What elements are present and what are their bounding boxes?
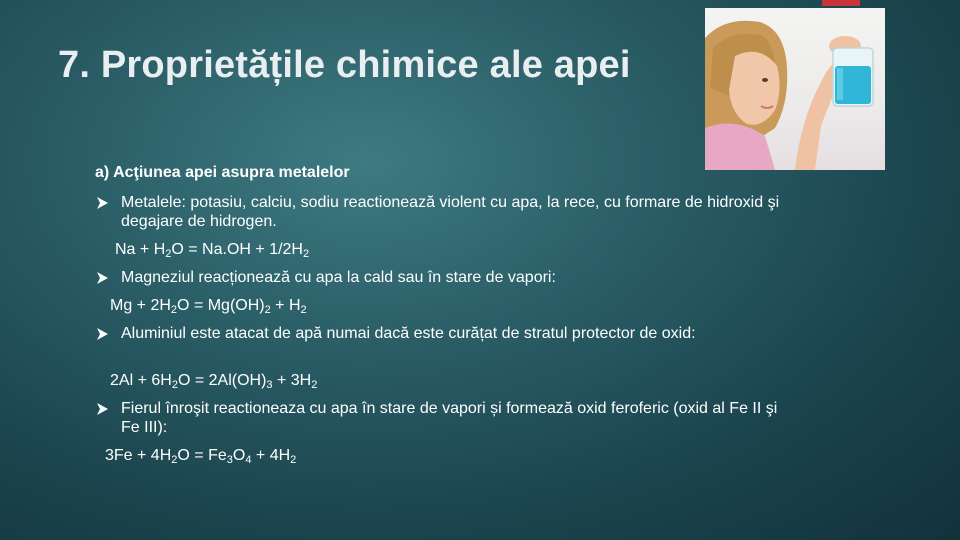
diamond-bullet-icon (95, 196, 109, 210)
eq-subscript: 2 (290, 454, 297, 466)
eq-subscript: 2 (311, 379, 318, 391)
equation-aluminium (110, 372, 317, 390)
eq-part: + 4H (251, 447, 291, 464)
eq-part: + H (270, 297, 301, 314)
bullet-text: Magneziul reacționează cu apa la cald sau în stare de vapori: (121, 269, 556, 286)
eq-subscript: 3 (266, 379, 273, 391)
equation-magnesium (110, 297, 307, 315)
bullet-text: Metalele: potasiu, calciu, sodiu reactionează violent cu apa, la rece, cu formare de hidroxid şi degajare de hidrogen. (121, 194, 780, 230)
eq-subscript: 2 (264, 304, 271, 316)
eye (762, 78, 768, 82)
eq-subscript: 2 (300, 304, 307, 316)
equation-iron (105, 447, 296, 465)
eq-part: Mg + 2H (110, 297, 171, 314)
eq-part: Na + H (115, 241, 166, 258)
eq-subscript: 2 (302, 248, 310, 260)
bullet-text: Aluminiul este atacat de apă numai dacă este curățat de stratul protector de oxid: (121, 325, 696, 342)
diamond-bullet-icon (95, 271, 109, 285)
face-shape (729, 52, 780, 125)
accent-bar (822, 0, 860, 6)
eq-part: 3Fe + 4H (105, 447, 172, 464)
eq-subscript: 2 (165, 248, 172, 260)
section-heading: a) Acţiunea apei asupra metalelor (95, 164, 350, 181)
beaker-highlight (837, 68, 843, 100)
eq-part: O = Fe (177, 447, 227, 464)
eq-part: O (232, 447, 246, 464)
diamond-bullet-icon (95, 327, 109, 341)
eq-part: O = 2Al(OH) (177, 372, 267, 389)
slide-title: 7. Proprietățile chimice ale apei (58, 44, 631, 86)
diamond-bullet-icon (95, 402, 109, 416)
photo-illustration (705, 8, 885, 170)
bullet-text: Fierul înroşit reactioneaza cu apa în stare de vapori și formează oxid feroferic (oxid al Fe II şi Fe III): (121, 400, 778, 436)
eq-subscript: 2 (171, 379, 178, 391)
girl-with-beaker-photo (705, 8, 885, 170)
eq-part: O = Na.OH + 1/2H (171, 241, 303, 258)
eq-part: 2Al + 6H (110, 372, 172, 389)
eq-subscript: 2 (171, 454, 178, 466)
eq-subscript: 3 (226, 454, 233, 466)
eq-subscript: 4 (245, 454, 252, 466)
equation-sodium (115, 241, 309, 259)
eq-subscript: 2 (170, 304, 178, 316)
eq-part: + 3H (272, 372, 312, 389)
eq-part: O = Mg(OH) (177, 297, 265, 314)
